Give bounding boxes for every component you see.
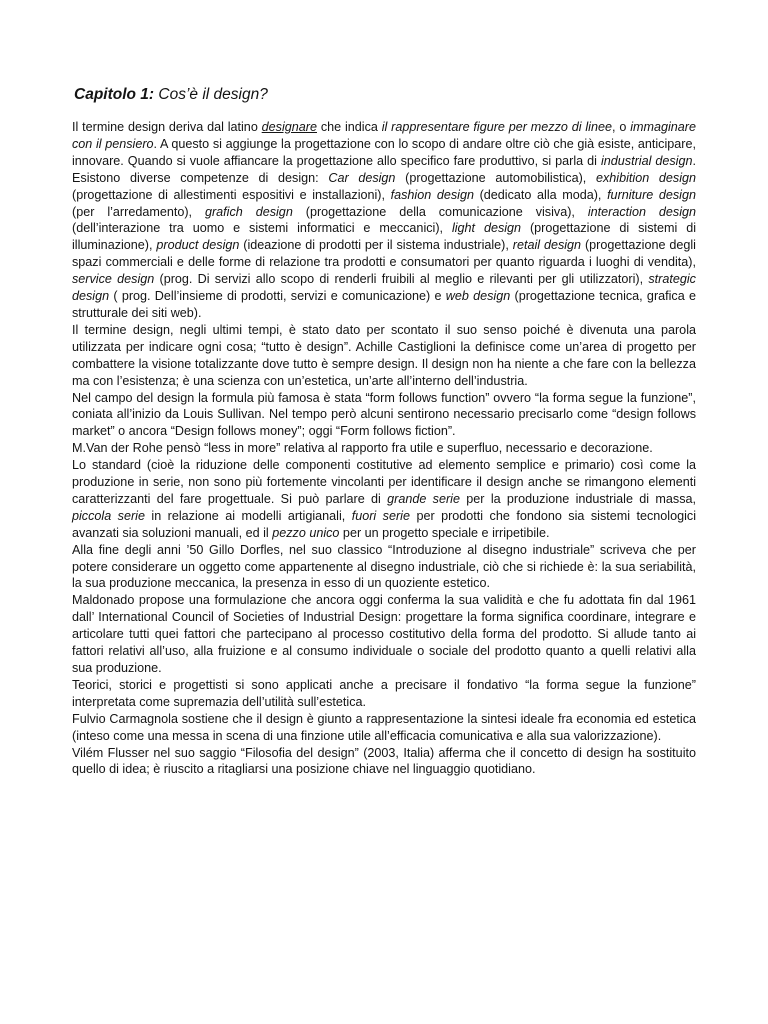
- chapter-title: [74, 86, 696, 104]
- text-run: Maldonado propose una formulazione che ancora oggi conferma la sua validità e che fu adottata fin dal 1961 dall’ International Council of Societies of Industrial Design: progettare la forma significa coordinare, integrare e articolare tutti quei fattori che partecipano al processo costitutivo della forma del prodotto. Si allude tanto ai fattori relativi all’uso, alla fruizione e al consumo individuale o sociale del prodotto quanto a quelli relativi alla sua produzione.: [72, 593, 696, 675]
- chapter-number: Capitolo 1:: [74, 86, 155, 103]
- text-run: (progettazione della comunicazione visiva),: [292, 204, 588, 219]
- text-run: M.Van der Rohe pensò “less in more” relativa al rapporto fra utile e superfluo, necessario e decorazione.: [72, 441, 653, 456]
- text-run: (dedicato alla moda),: [473, 187, 608, 202]
- text-run: per un progetto speciale e irripetibile.: [339, 525, 550, 540]
- italic-term: product design: [156, 238, 240, 253]
- text-run: ( prog. Dell’insieme di prodotti, servizi e comunicazione) e: [109, 289, 446, 304]
- text-run: (progettazione degli spazi commerciali e delle forme di relazione tra prodotti e consumatori per quanto riguarda i luoghi di vendita),: [72, 238, 696, 270]
- document-body: [72, 119, 696, 778]
- text-run: (progettazione di allestimenti espositivi e installazioni),: [72, 187, 391, 202]
- italic-term: light design: [451, 221, 522, 236]
- italic-term: fashion design: [390, 187, 474, 202]
- text-run: Teorici, storici e progettisti si sono applicati anche a precisare il fondativo “la forma segue la funzione” interpretata come supremazia dell’utilità sull’estetica.: [72, 677, 696, 709]
- text-run: (dell’interazione tra uomo e sistemi informatici e meccanici),: [72, 221, 452, 236]
- text-run: Fulvio Carmagnola sostiene che il design è giunto a rappresentazione la sintesi ideale fra economia ed estetica (inteso come una messa in scena di una finzione utile all’efficacia comunicativa e alla sua valorizzazione).: [72, 711, 696, 743]
- italic-term: Car design: [328, 170, 396, 185]
- italic-term: retail design: [512, 238, 582, 253]
- italic-term: exhibition design: [596, 170, 697, 185]
- paragraph: [72, 440, 696, 457]
- italic-term: web design: [445, 289, 511, 304]
- text-run: per la produzione industriale di massa,: [459, 491, 696, 506]
- text-run: che indica: [317, 120, 382, 134]
- text-run: Il termine design, negli ultimi tempi, è stato dato per scontato il suo senso poiché è divenuta una parola utilizzata per indicare ogni cosa; “tutto è design”. Achille Castiglioni la definisce come un’area di progetto per combattere la visione totalizzante dove tutto è sempre design. Il design non ha niente a che fare con la bellezza ma con l’esistenza; è una scienza con un’estetica, un’arte all’interno dell’industria.: [72, 322, 696, 388]
- text-run: in relazione ai modelli artigianali,: [144, 508, 352, 523]
- text-run: (ideazione di prodotti per il sistema industriale),: [239, 238, 513, 253]
- paragraph: [72, 677, 696, 711]
- text-run: per prodotti che fondono sia sistemi tecnologici avanzati sia soluzioni manuali, ed il: [72, 508, 697, 540]
- paragraph: [72, 542, 696, 593]
- paragraph: [72, 390, 696, 441]
- italic-term: interaction design: [587, 204, 696, 219]
- text-run: Vilém Flusser nel suo saggio “Filosofia del design” (2003, Italia) afferma che il concetto di design ha sostituito quello di idea; è riuscito a ritagliarsi una posizione chiave nel linguaggio quotidiano.: [72, 745, 696, 777]
- paragraph: [72, 745, 696, 779]
- text-run: . A questo si aggiunge la progettazione con lo scopo di andare oltre ciò che già esiste, anticipare, innovare. Quando si vuole affiancare la progettazione allo specifico fare produttivo, si parla di: [72, 136, 696, 168]
- text-run: (progettazione di sistemi di illuminazione),: [72, 221, 696, 253]
- italic-term: il rappresentare figure per mezzo di linee: [381, 120, 612, 134]
- italic-term: fuori serie: [351, 508, 410, 523]
- italic-term: service design: [72, 272, 155, 287]
- text-run: Lo standard (cioè la riduzione delle componenti costitutive ad elemento semplice e primario) così come la produzione in serie, non sono più fortemente vincolanti per identificare il design anche se rimangono elementi caratterizzanti del fare progettuale. Si può parlare di: [72, 458, 696, 506]
- text-run: (prog. Di servizi allo scopo di renderli fruibili al meglio e rilevanti per gli utilizzatori),: [154, 272, 649, 287]
- italic-term: pezzo unico: [272, 525, 340, 540]
- paragraph: [72, 711, 696, 745]
- text-run: Nel campo del design la formula più famosa è stata “form follows function” ovvero “la forma segue la funzione”, coniata all’inizio da Louis Sullivan. Nel tempo però alcuni sentirono necessario precisarlo come “design follows market” o ancora “Design follows money”; oggi “Form follows fiction”.: [72, 390, 696, 439]
- paragraph: [72, 119, 696, 322]
- italic-term: designare: [261, 120, 317, 134]
- italic-term: piccola serie: [72, 508, 145, 523]
- text-run: , o: [612, 120, 631, 134]
- text-run: Alla fine degli anni ’50 Gillo Dorfles, nel suo classico “Introduzione al disegno industriale” scriveva che per potere considerare un oggetto come appartenente al disegno industriale, ciò che si richiede è: la sua seriabilità, la sua produzione meccanica, la presenza in esso di un quoziente estetico.: [72, 542, 696, 591]
- italic-term: industrial design: [600, 153, 693, 168]
- italic-term: grafich design: [204, 204, 293, 219]
- paragraph: [72, 322, 696, 390]
- paragraph: [72, 592, 696, 677]
- text-run: (per l’arredamento),: [72, 204, 205, 219]
- text-run: . Esistono diverse competenze di design:: [72, 153, 696, 185]
- text-run: (progettazione tecnica, grafica e strutturale dei siti web).: [72, 289, 697, 320]
- text-run: (progettazione automobilistica),: [395, 170, 596, 185]
- paragraph: [72, 457, 696, 542]
- text-run: Il termine design deriva dal latino: [72, 120, 262, 134]
- chapter-heading-text: Cos’è il design?: [158, 86, 268, 103]
- italic-term: grande serie: [387, 491, 460, 506]
- italic-term: immaginare con il pensiero: [72, 120, 696, 151]
- italic-term: furniture design: [607, 187, 696, 202]
- italic-term: strategic design: [72, 272, 696, 304]
